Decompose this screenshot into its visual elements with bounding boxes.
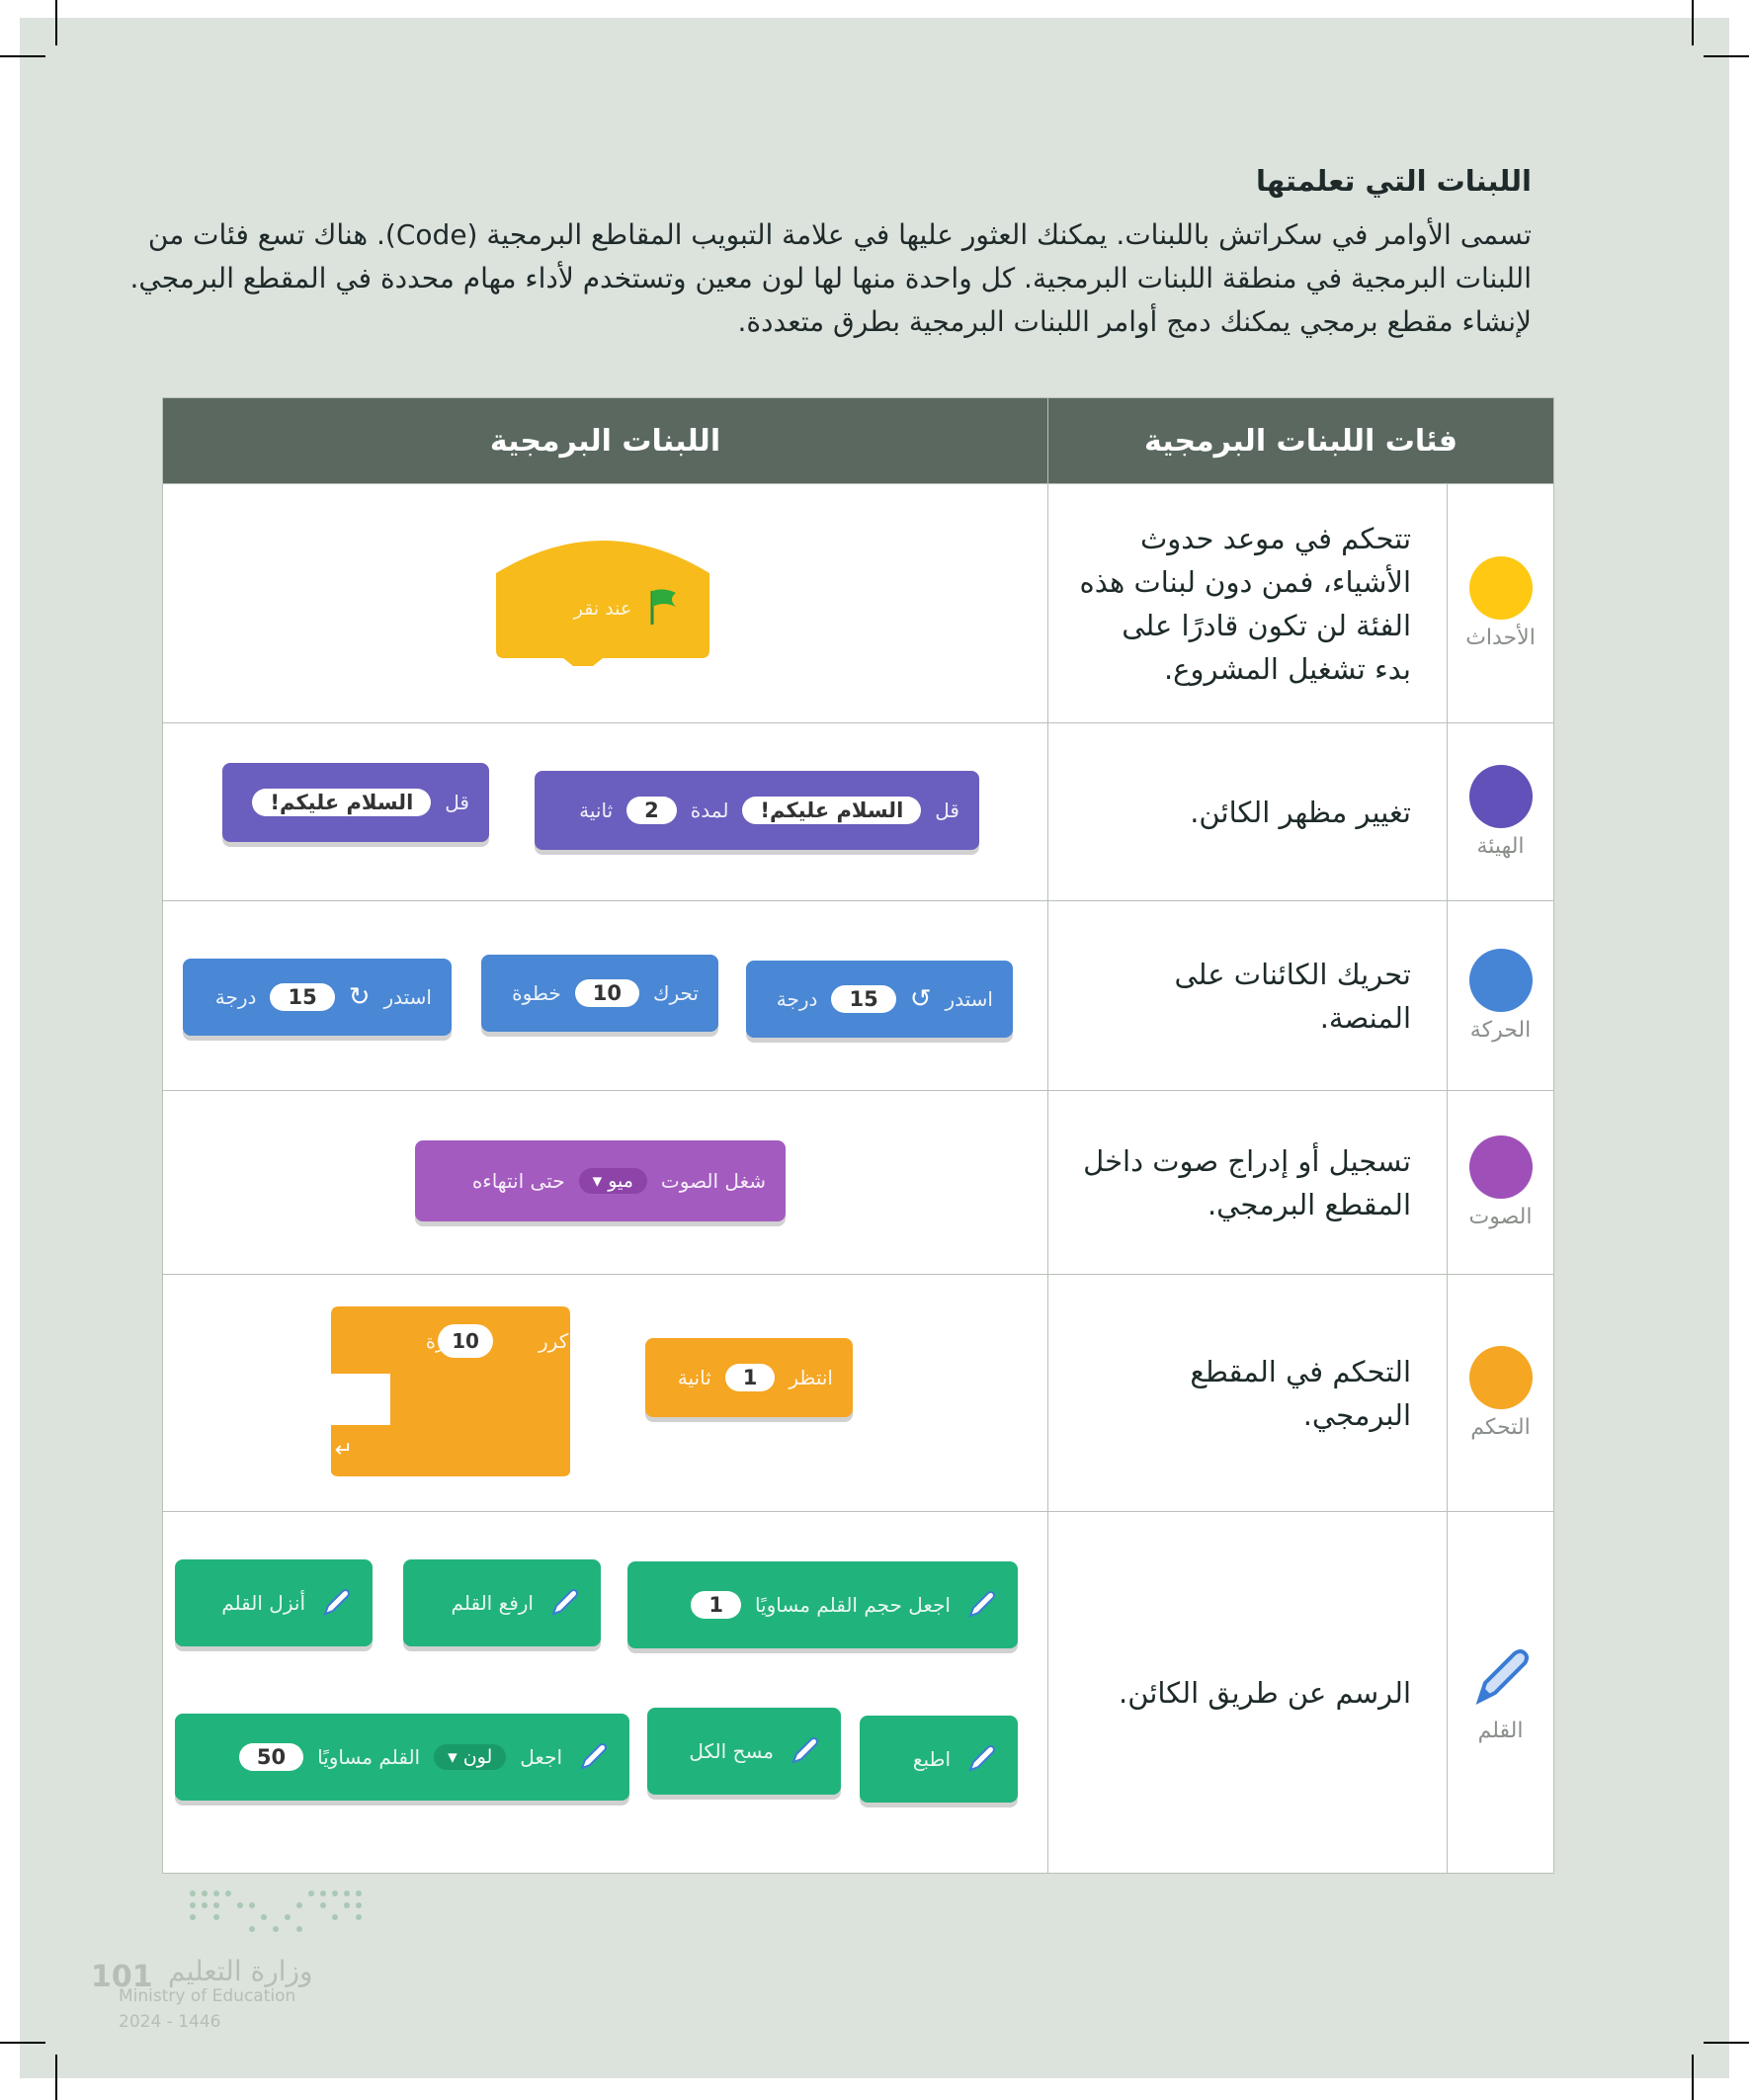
dropdown-arrow-icon: ▾ — [592, 1170, 603, 1192]
pen-size-input: 1 — [691, 1591, 741, 1619]
blocks-looks — [163, 723, 1048, 901]
say-block — [222, 763, 489, 842]
blocks-motion — [163, 901, 1048, 1091]
ministry-name-ar: وزارة التعليم — [168, 1955, 313, 1987]
say-label: قل — [445, 791, 469, 814]
row-description: التحكم في المقطع البرمجي. — [1048, 1275, 1448, 1512]
set-pen-size-block — [627, 1561, 1018, 1648]
stamp-label: اطبع — [912, 1747, 951, 1771]
ministry-logo — [183, 1884, 371, 1943]
pen-param-input: 50 — [239, 1743, 303, 1771]
secs-unit: ثانية — [579, 798, 614, 822]
pen-down-label: أنزل القلم — [221, 1591, 305, 1615]
for-label: لمدة — [690, 798, 729, 822]
turn-label: استدر — [383, 985, 432, 1009]
pen-icon — [964, 1588, 998, 1622]
turn-left-icon: ↺ — [909, 984, 932, 1014]
category-label: الصوت — [1468, 1205, 1533, 1229]
crop-mark — [1692, 2055, 1694, 2100]
move-label: تحرك — [653, 981, 699, 1005]
say-message-input: السلام عليكم! — [252, 789, 431, 816]
repeat-times-input: 10 — [452, 1329, 479, 1353]
secs-input: 2 — [626, 797, 677, 824]
repeat-label: كرر — [539, 1329, 569, 1353]
table-row-pen — [163, 1512, 1554, 1874]
set-label: اجعل — [520, 1745, 562, 1769]
turn-right-icon: ↻ — [348, 982, 371, 1012]
repeat-unit: مرة — [426, 1331, 457, 1353]
loop-arrow-icon: ↵ — [334, 1438, 353, 1463]
category-pen — [1448, 1512, 1554, 1874]
set-pen-size-label: اجعل حجم القلم مساويًا — [754, 1593, 951, 1617]
table-row-motion — [163, 901, 1554, 1091]
category-label: التحكم — [1470, 1415, 1531, 1440]
control-color-icon — [1469, 1346, 1533, 1409]
section-heading: اللبنات التي تعلمتها — [1256, 164, 1532, 198]
blocks-sound — [163, 1091, 1048, 1275]
when-flag-label: عند نقر — [573, 598, 632, 620]
blocks-pen — [163, 1512, 1048, 1874]
degrees-input: 15 — [831, 985, 895, 1013]
crop-mark — [55, 0, 57, 45]
crop-mark — [0, 2042, 45, 2044]
turn-right-block — [183, 959, 452, 1036]
category-label: الهيئة — [1476, 834, 1525, 859]
row-description: تسجيل أو إدراج صوت داخل المقطع البرمجي. — [1048, 1091, 1448, 1275]
page-number: 101 — [91, 1960, 153, 1994]
pen-icon — [547, 1586, 581, 1620]
paragraph-line: لإنشاء مقطع برمجي يمكنك دمج أوامر اللبنات البرمجية بطرق متعددة. — [737, 305, 1532, 338]
wait-unit: ثانية — [677, 1366, 711, 1389]
sound-value: ميو — [608, 1170, 633, 1192]
crop-mark — [1704, 55, 1749, 57]
block-categories-table — [162, 397, 1554, 1874]
category-label: الأحداث — [1465, 626, 1536, 650]
play-sound-until-done-block — [415, 1140, 786, 1221]
header-blocks: اللبنات البرمجية — [163, 398, 1048, 484]
table-row-looks — [163, 723, 1554, 901]
row-description: تغيير مظهر الكائن. — [1048, 723, 1448, 901]
pen-param-value: لون — [462, 1746, 493, 1768]
table-header-row — [163, 398, 1554, 484]
wait-secs-input: 1 — [725, 1364, 776, 1391]
crop-mark — [55, 2055, 57, 2100]
row-description: تحريك الكائنات على المنصة. — [1048, 901, 1448, 1091]
ministry-name-en: Ministry of Education — [119, 1986, 296, 2006]
sound-color-icon — [1469, 1135, 1533, 1199]
pen-down-block — [175, 1559, 373, 1646]
equals-label: القلم مساويًا — [317, 1745, 421, 1769]
stamp-block — [860, 1716, 1018, 1803]
wait-label: انتظر — [789, 1366, 833, 1389]
degrees-unit: درجة — [776, 987, 818, 1011]
intro-paragraph — [129, 213, 1532, 344]
wait-block — [645, 1338, 853, 1417]
pen-icon — [319, 1586, 353, 1620]
crop-mark — [0, 55, 45, 57]
page-sheet — [20, 18, 1729, 2078]
degrees-input: 15 — [270, 983, 334, 1011]
motion-color-icon — [1469, 949, 1533, 1012]
paragraph-line: تسمى الأوامر في سكراتش باللبنات. يمكنك العثور عليها في علامة التبويب المقاطع البرمجية (Code). هناك تسع فئات من — [147, 218, 1532, 251]
clear-all-label: مسح الكل — [689, 1739, 774, 1763]
pen-icon — [788, 1734, 821, 1768]
until-done-label: حتى انتهاءه — [471, 1169, 565, 1193]
repeat-block — [327, 1304, 574, 1478]
pen-up-label: ارفع القلم — [451, 1591, 534, 1615]
crop-mark — [1704, 2042, 1749, 2044]
clear-all-block — [647, 1708, 841, 1795]
category-sound — [1448, 1091, 1554, 1275]
pen-icon — [576, 1740, 610, 1774]
play-sound-label: شغل الصوت — [660, 1169, 766, 1193]
row-description: تتحكم في موعد حدوث الأشياء، فمن دون لبنات هذه الفئة لن تكون قادرًا على بدء تشغيل المشروع. — [1048, 484, 1448, 723]
pen-icon — [1465, 1641, 1537, 1713]
table-row-control — [163, 1275, 1554, 1512]
say-label: قل — [935, 798, 959, 822]
blocks-control — [163, 1275, 1048, 1512]
table-row-events — [163, 484, 1554, 723]
category-looks — [1448, 723, 1554, 901]
pen-icon — [964, 1742, 998, 1776]
paragraph-line: اللبنات البرمجية في منطقة اللبنات البرمجية. كل واحدة منها لها لون معين وتستخدم لأداء مهام محددة في المقطع البرمجي. — [129, 262, 1532, 294]
when-flag-clicked-block — [494, 534, 711, 668]
set-pen-color-param-block — [175, 1714, 629, 1801]
move-block — [481, 955, 718, 1032]
year-label: 2024 - 1446 — [119, 2012, 221, 2032]
pen-up-block — [403, 1559, 601, 1646]
turn-label: استدر — [945, 987, 993, 1011]
dropdown-arrow-icon: ▾ — [448, 1746, 458, 1768]
say-message-input: السلام عليكم! — [742, 797, 921, 824]
row-description: الرسم عن طريق الكائن. — [1048, 1512, 1448, 1874]
steps-input: 10 — [575, 979, 639, 1007]
say-for-secs-block — [535, 771, 979, 850]
crop-mark — [1692, 0, 1694, 45]
header-categories: فئات اللبنات البرمجية — [1048, 398, 1554, 484]
category-label: القلم — [1477, 1719, 1524, 1743]
category-events — [1448, 484, 1554, 723]
category-control — [1448, 1275, 1554, 1512]
degrees-unit: درجة — [214, 985, 257, 1009]
blocks-events — [163, 484, 1048, 723]
table-row-sound — [163, 1091, 1554, 1275]
looks-color-icon — [1469, 765, 1533, 828]
pen-param-dropdown — [434, 1744, 506, 1770]
events-color-icon — [1469, 556, 1533, 620]
steps-unit: خطوة — [512, 981, 561, 1005]
category-label: الحركة — [1469, 1018, 1532, 1043]
turn-left-block — [746, 961, 1013, 1038]
category-motion — [1448, 901, 1554, 1091]
sound-dropdown — [579, 1168, 647, 1194]
